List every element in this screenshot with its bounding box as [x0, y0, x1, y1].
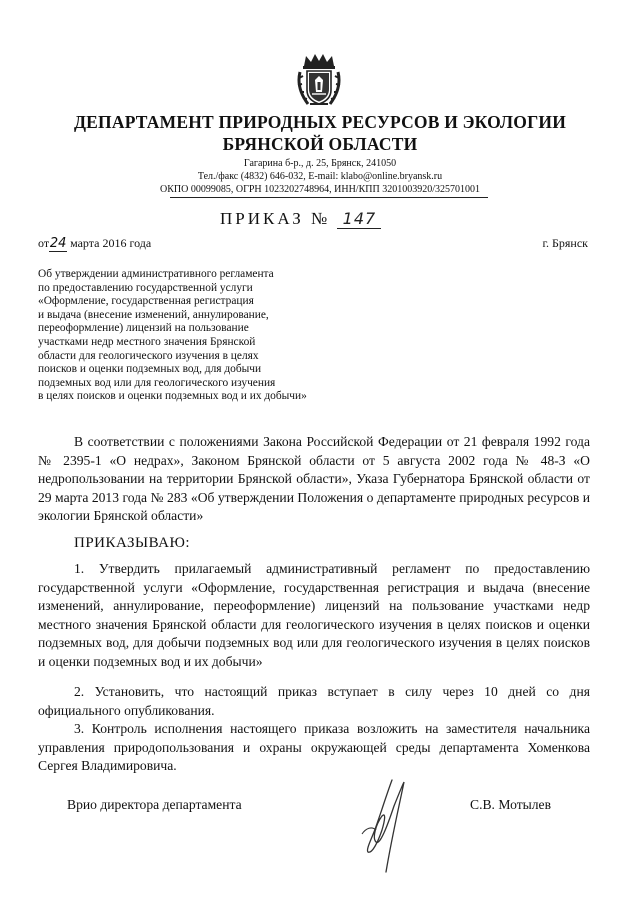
header-divider — [170, 197, 488, 198]
subject-line: участками недр местного значения Брянской — [38, 335, 256, 348]
subject-line: «Оформление, государственная регистрация — [38, 295, 254, 308]
department-registry: ОКПО 00099085, ОГРН 1023202748964, ИНН/КПП 3201003920/325701001 — [160, 184, 480, 195]
subject-line: в целях поисков и оценки подземных вод и их добычи» — [38, 390, 307, 403]
order-item-1: 1. Утвердить прилагаемый административный регламент по предоставлению государственной услуги «Оформление, государственная регистрация и выдача (внесение изменений, аннулирование, переоформление) лицензий на пользование участками недр местного значения Брянской области для геологического изучения в целях поисков и оценки подземных вод, для добычи подземных вод или для геологического изучения в целях поисков и оценки подземных вод и их добычи» — [38, 561, 590, 669]
order-number: 147 — [337, 209, 381, 229]
order-item-3: 3. Контроль исполнения настоящего приказа возложить на заместителя начальника управления природопользования и охраны окружающей среды департамента Хоменкова Сергея Владимировича. — [38, 721, 590, 774]
order-date — [38, 236, 151, 252]
decree-word: ПРИКАЗЫВАЮ: — [74, 535, 191, 551]
order-title: ПРИКАЗ № — [220, 209, 331, 228]
department-name-line2: БРЯНСКОЙ ОБЛАСТИ — [222, 134, 418, 154]
order-item-2: 2. Установить, что настоящий приказ вступает в силу через 10 дней со дня официального опубликования. — [38, 684, 590, 718]
department-name-line1: ДЕПАРТАМЕНТ ПРИРОДНЫХ РЕСУРСОВ И ЭКОЛОГИИ — [73, 112, 567, 132]
date-rest: марта 2016 года — [70, 236, 152, 250]
preamble-paragraph: В соответствии с положениями Закона Российской Федерации от 21 февраля 1992 года № 2395-1 «О недрах», Законом Брянской области от 5 августа 2002 года № 48-З «О недропользовании на территории Брянской области», Указа Губернатора Брянской области от 29 марта 2013 года № 283 «Об утверждении Положения о департаменте природных ресурсов и экологии Брянской области» — [38, 434, 590, 524]
subject-line: переоформление) лицензий на пользование — [38, 322, 249, 335]
signatory-name: С.В. Мотылев — [470, 797, 552, 812]
subject-line: подземных вод или для геологического изучения — [38, 376, 276, 389]
subject-line: Об утверждении административного регламента — [38, 268, 274, 280]
date-day: 24 — [49, 236, 67, 251]
date-prefix: от — [38, 236, 50, 250]
order-subject — [38, 268, 368, 404]
subject-line: области для геологического изучения в целях — [38, 349, 259, 362]
department-address: Гагарина б-р., д. 25, Брянск, 241050 — [243, 158, 397, 169]
subject-line: по предоставлению государственной услуги — [38, 281, 253, 294]
order-heading — [220, 209, 381, 229]
order-city: г. Брянск — [542, 236, 588, 250]
subject-line: поисков и оценки подземных вод, для добычи — [38, 363, 262, 376]
department-contacts: Тел./факс (4832) 646-032, E-mail: klabo@online.bryansk.ru — [197, 171, 443, 182]
bryansk-coat-of-arms-icon — [296, 52, 342, 108]
handwritten-signature-icon — [352, 776, 422, 876]
subject-line: и выдача (внесение изменений, аннулирование, — [38, 308, 269, 321]
signatory-role: Врио директора департамента — [67, 797, 242, 812]
